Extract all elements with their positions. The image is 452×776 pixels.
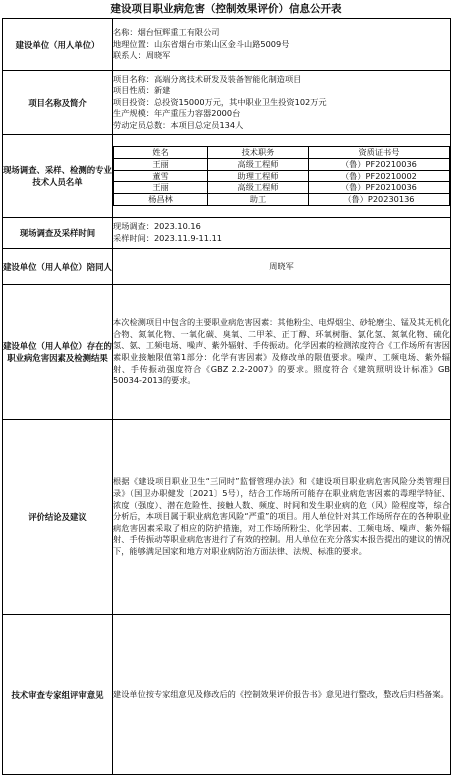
staff-name: 董雪 [114,170,208,182]
staff-name: 王丽 [114,158,208,170]
staff-cert: （鲁）PF20210036 [308,158,449,170]
project-content [113,71,451,135]
unit-label: 建设单位（用人单位） [3,19,113,71]
conclusion-row [3,420,451,615]
project-investment: 项目投资：总投资15000万元，其中职业卫生投资102万元 [113,96,327,107]
staff-label: 现场调查、采样、检测的专业技术人员名单 [3,135,113,218]
unit-contact: 联系人：周晓军 [113,50,171,61]
conclusion-label: 评价结论及建议 [3,420,113,615]
survey-time-row [3,218,451,249]
review-label: 技术审查专家组评审意见 [3,615,113,775]
page-title: 建设项目职业病危害（控制效果评价）信息公开表 [110,3,342,15]
unit-row [3,19,451,71]
escort-value: 周晓军 [113,249,451,285]
staff-title: 高级工程师 [208,182,309,194]
staff-row-item [114,158,450,170]
survey-time-content [113,218,451,249]
staff-header-title: 技术职务 [208,147,309,159]
unit-name: 名称：烟台恒辉重工有限公司 [113,27,220,38]
staff-name: 杨昌林 [114,194,208,206]
project-row [3,71,451,135]
staff-title: 助理工程师 [208,170,309,182]
staff-table [113,146,450,206]
staff-content [113,135,451,218]
staff-cert: （鲁）P20230136 [308,194,449,206]
staff-header-name: 姓名 [114,147,208,159]
unit-address: 地理位置：山东省烟台市莱山区金斗山路5009号 [113,38,290,49]
info-table [2,18,451,775]
project-label: 项目名称及简介 [3,71,113,135]
staff-title: 助工 [208,194,309,206]
unit-content [113,19,451,71]
staff-name: 王丽 [114,182,208,194]
project-scale: 生产规模：年产重压力容器2000台 [113,108,241,119]
staff-row-item [114,194,450,206]
project-name: 项目名称：高端分离技术研发及装备智能化制造项目 [113,73,302,84]
hazards-text: 本次检测项目中包含的主要职业病危害因素：其他粉尘、电焊烟尘、砂轮磨尘、锰及其无机化合物、氮氧化物、一氧化碳、臭氧、二甲苯、正丁醇、环氧树脂、氯化氢、氮氧化物、硫化氢、氨、工频电场、噪声、紫外辐射、手传振动。化学因素的检测浓度符合《工作场所有害因素职业接触限值第1部分：化学有害因素》及修改单的限值要求。噪声、工频电场、紫外辐射、手传振动强度符合《GBZ 2.2-2007》的要求。照度符合《建筑照明设计标准》GB 50034-2013的要求。 [113,285,451,420]
staff-row-item [114,182,450,194]
staff-title: 高级工程师 [208,158,309,170]
staff-cert: （鲁）PF20210036 [308,182,449,194]
staff-row-item [114,170,450,182]
hazards-label: 建设单位（用人单位）存在的职业病危害因素及检测结果 [3,285,113,420]
escort-row [3,249,451,285]
staff-cert: （鲁）PF20210002 [308,170,449,182]
sampling-date: 采样时间：2023.11.9-11.11 [113,233,223,243]
project-nature: 项目性质：新建 [113,85,171,96]
staff-header-row [114,147,450,159]
review-row [3,615,451,775]
conclusion-text: 根据《建设项目职业卫生“三同时”监督管理办法》和《建设项目职业病危害风险分类管理目录》（国卫办职健发〔2021〕5号），结合工作场所可能存在职业病危害因素的毒理学特征、浓度（强度）、潜在危险性、接触人数、频度、时间和发生职业病的危（风）险程度等，综合分析后，本项目属于职业病危害风险“严重”的项目。用人单位针对其工作场所存在的各种职业病危害因素采取了相应的防护措施，对工作场所粉尘、化学因素、工频电场、噪声、紫外辐射、手传振动等职业病危害进行了有效的控制。用人单位在充分落实本报告提出的建议的情况下，能够满足国家和地方对职业病防治方面法律、法规、标准的要求。 [113,420,451,615]
review-text: 建设单位按专家组意见及修改后的《控制效果评价报告书》意见进行整改，整改后归档备案。 [113,615,451,775]
survey-date: 现场调查：2023.10.16 [113,221,201,232]
staff-header-cert: 资质证书号 [308,147,449,159]
staff-row [3,135,451,218]
survey-time-label: 现场调查及采样时间 [3,218,113,249]
project-staffing: 劳动定员总数：本项目总定员134人 [113,119,244,130]
hazards-row [3,285,451,420]
escort-label: 建设单位（用人单位）陪同人 [3,249,113,285]
